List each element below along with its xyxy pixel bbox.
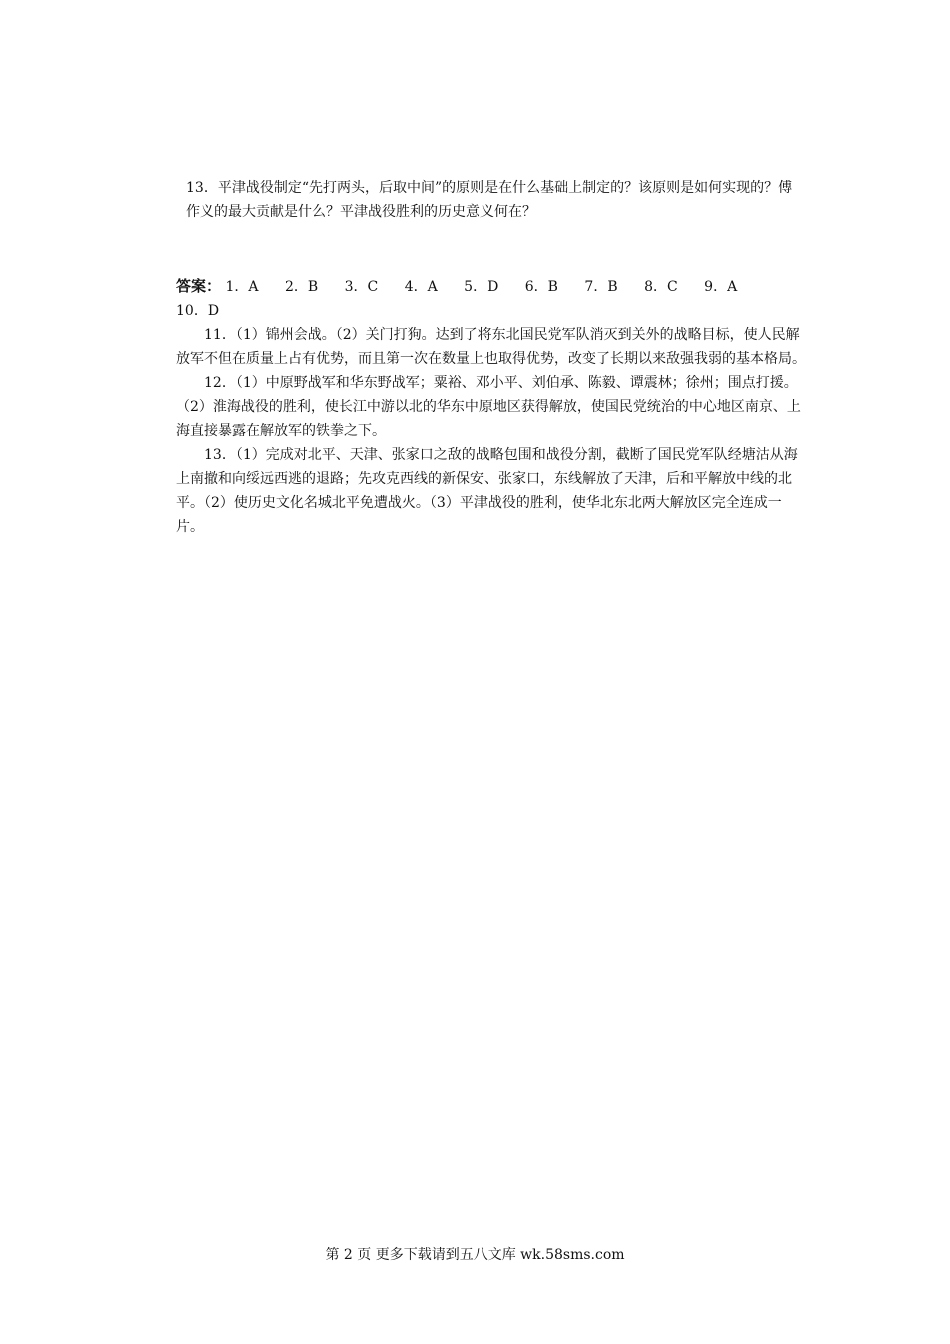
answer-choice: 3．C xyxy=(344,279,379,295)
answer-11: 11．（1）锦州会战。（2）关门打狗。达到了将东北国民党军队消灭到关外的战略目标，使人民解放军不但在质量上占有优势，而且第一次在数量上也取得优势，改变了长期以来敌强我弱的基本格局。 xyxy=(176,327,806,367)
answer-choice: 2．B xyxy=(284,279,319,295)
answer-choice: 9．A xyxy=(704,279,738,295)
answer-12: 12．（1）中原野战军和华东野战军；粟裕、邓小平、刘伯承、陈毅、谭震林；徐州；围点打援。（2）淮海战役的胜利，使长江中游以北的华东中原地区获得解放，使国民党统治的中心地区南京、上海直接暴露在解放军的铁拳之下。 xyxy=(176,375,801,439)
answer-choice: 7．B xyxy=(584,279,618,295)
answer-choice-10: 10．D xyxy=(176,303,220,319)
answer-choice: 4．A xyxy=(404,279,438,295)
answer-choice: 6．B xyxy=(524,279,558,295)
answer-choice: 5．D xyxy=(464,279,499,295)
answer-13: 13．（1）完成对北平、天津、张家口之敌的战略包围和战役分割，截断了国民党军队经塘沽从海上南撤和向绥远西逃的退路；先攻克西线的新保安、张家口，东线解放了天津，后和平解放中线的北平。（2）使历史文化名城北平免遭战火。（3）平津战役的胜利，使华北东北两大解放区完全连成一片。 xyxy=(176,447,798,535)
answer-section xyxy=(176,274,808,539)
answer-choices-line xyxy=(176,274,808,299)
answer-choice: 1．A xyxy=(225,279,259,295)
page-footer: 第 2 页 更多下载请到五八文库 wk.58sms.com xyxy=(325,1247,625,1263)
question-13-text: 13．平津战役制定“先打两头，后取中间”的原则是在什么基础上制定的？该原则是如何实现的？傅作义的最大贡献是什么？平津战役胜利的历史意义何在？ xyxy=(186,180,793,220)
question-13 xyxy=(186,176,806,224)
answer-choice: 8．C xyxy=(644,279,678,295)
answer-label: 答案： xyxy=(176,277,222,295)
